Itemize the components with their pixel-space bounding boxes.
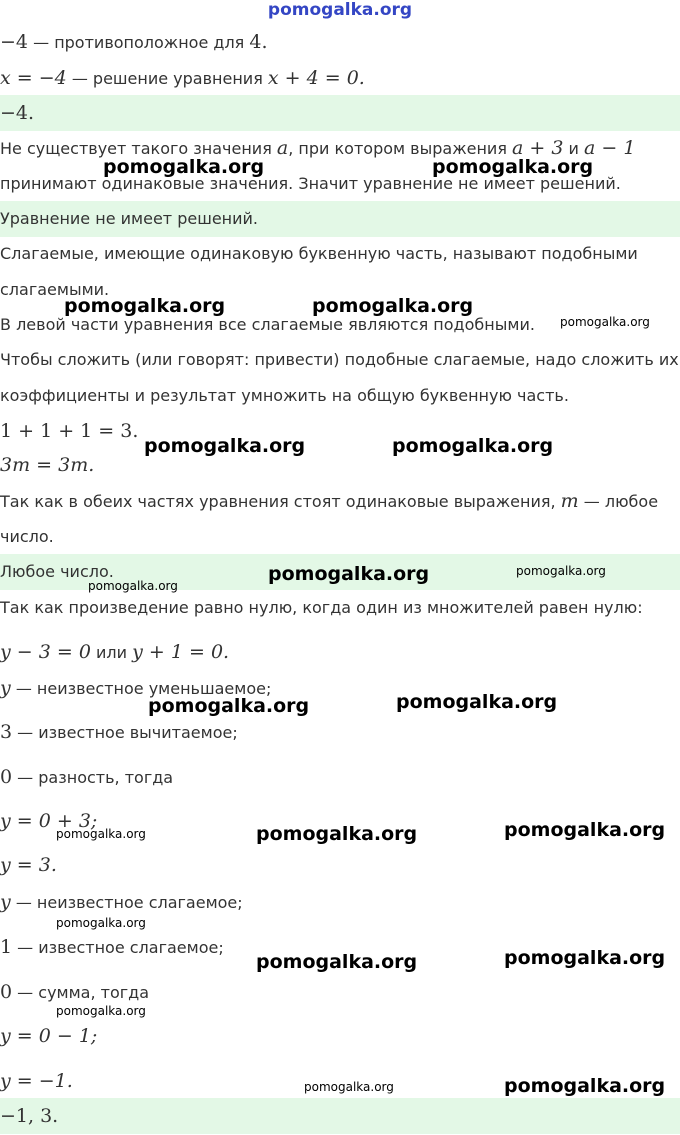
math-expr: y [0,891,11,913]
watermark: pomogalka.org [504,947,666,969]
answer-block [0,95,680,131]
text: Так как произведение равно нулю, когда один из множителей равен нулю: [0,598,643,617]
math-expr: a − 1 [584,137,636,159]
line-minuend [0,670,680,706]
line-sum [0,413,680,449]
watermark: pomogalka.org [396,691,558,713]
text: — неизвестное уменьшаемое; [10,679,272,698]
watermark: pomogalka.org [312,295,474,317]
answer-text: Уравнение не имеет решений. [0,209,259,228]
watermark: pomogalka.org [56,827,146,841]
watermark: pomogalka.org [148,695,310,717]
answer-text: Любое число. [0,562,114,581]
line-calc2 [0,1018,680,1054]
text: Слагаемые, имеющие одинаковую буквенную часть, называют подобными [0,244,638,263]
math-expr: 0 [0,981,13,1003]
answer-text: −1, 3. [0,1105,59,1127]
watermark: pomogalka.org [504,819,666,841]
watermark: pomogalka.org [392,435,554,457]
text: — известное слагаемое; [12,938,224,957]
watermark: pomogalka.org [88,579,178,593]
watermark: pomogalka.org [268,563,430,585]
math-expr: 3 [0,721,13,743]
watermark: pomogalka.org [144,435,306,457]
line-addend [0,884,680,920]
math-expr: y [0,677,11,699]
watermark: pomogalka.org [56,916,146,930]
answer-text: −4. [0,102,35,124]
math-expr: 4. [249,31,268,53]
math-expr: a + 3 [512,137,564,159]
math-expr: y = 0 − 1; [0,1025,98,1047]
math-expr: y = −1. [0,1070,73,1092]
text: — разность, тогда [12,768,174,787]
math-expr: a [276,137,289,159]
watermark: pomogalka.org [256,823,418,845]
watermark: pomogalka.org [64,295,226,317]
text: — любое [578,492,659,511]
text: В левой части уравнения все слагаемые являются подобными. [0,315,535,334]
line-explain [0,483,680,519]
text: — неизвестное слагаемое; [10,893,243,912]
text: Не существует такого значения [0,139,277,158]
math-expr: 3m = 3m. [0,454,95,476]
line-result1 [0,847,680,883]
watermark: pomogalka.org [103,156,265,178]
watermark: pomogalka.org [304,1080,394,1094]
line-solution [0,60,680,96]
answer-block [0,1098,680,1134]
watermark: pomogalka.org [256,951,418,973]
text: коэффициенты и результат умножить на общую буквенную часть. [0,386,569,405]
watermark: pomogalka.org [560,315,650,329]
line-explain-cont [0,519,680,555]
header-watermark[interactable]: pomogalka.org [267,0,413,20]
text: Так как в обеих частях уравнения стоят одинаковые выражения, [0,492,561,511]
line-definition [0,236,680,272]
answer-block [0,201,680,237]
line-rule [0,342,680,378]
math-expr: m [560,490,579,512]
math-expr: 1 + 1 + 1 = 3. [0,420,139,442]
math-expr: 0 [0,766,13,788]
line-equation [0,447,680,483]
line-difference [0,759,680,795]
math-expr: x = −4 [0,67,67,89]
math-expr: −4 [0,31,29,53]
math-expr: y − 3 = 0 [0,641,91,663]
watermark: pomogalka.org [516,564,606,578]
text: Чтобы сложить (или говорят: привести) подобные слагаемые, надо сложить их [0,350,679,369]
watermark: pomogalka.org [504,1075,666,1097]
text: — противоположное для [28,33,250,52]
text: слагаемыми. [0,280,110,299]
text: и [563,139,585,158]
text: , при котором выражения [288,139,513,158]
math-expr: y = 3. [0,854,57,876]
text: — известное вычитаемое; [12,723,238,742]
math-expr: x + 4 = 0. [267,67,365,89]
text: число. [0,527,54,546]
line-rule-cont [0,378,680,414]
line-product [0,590,680,626]
text: принимают одинаковые значения. Значит уравнение не имеет решений. [0,174,621,193]
watermark: pomogalka.org [432,156,594,178]
math-expr: y + 1 = 0. [132,641,230,663]
line-opposite [0,24,680,60]
line-subtrahend [0,714,680,750]
line-factors [0,634,680,670]
text: — сумма, тогда [12,983,150,1002]
text: или [90,643,133,662]
math-expr: y = 0 + 3; [0,810,98,832]
math-expr: 1 [0,936,13,958]
watermark: pomogalka.org [56,1004,146,1018]
text: — решение уравнения [66,69,268,88]
